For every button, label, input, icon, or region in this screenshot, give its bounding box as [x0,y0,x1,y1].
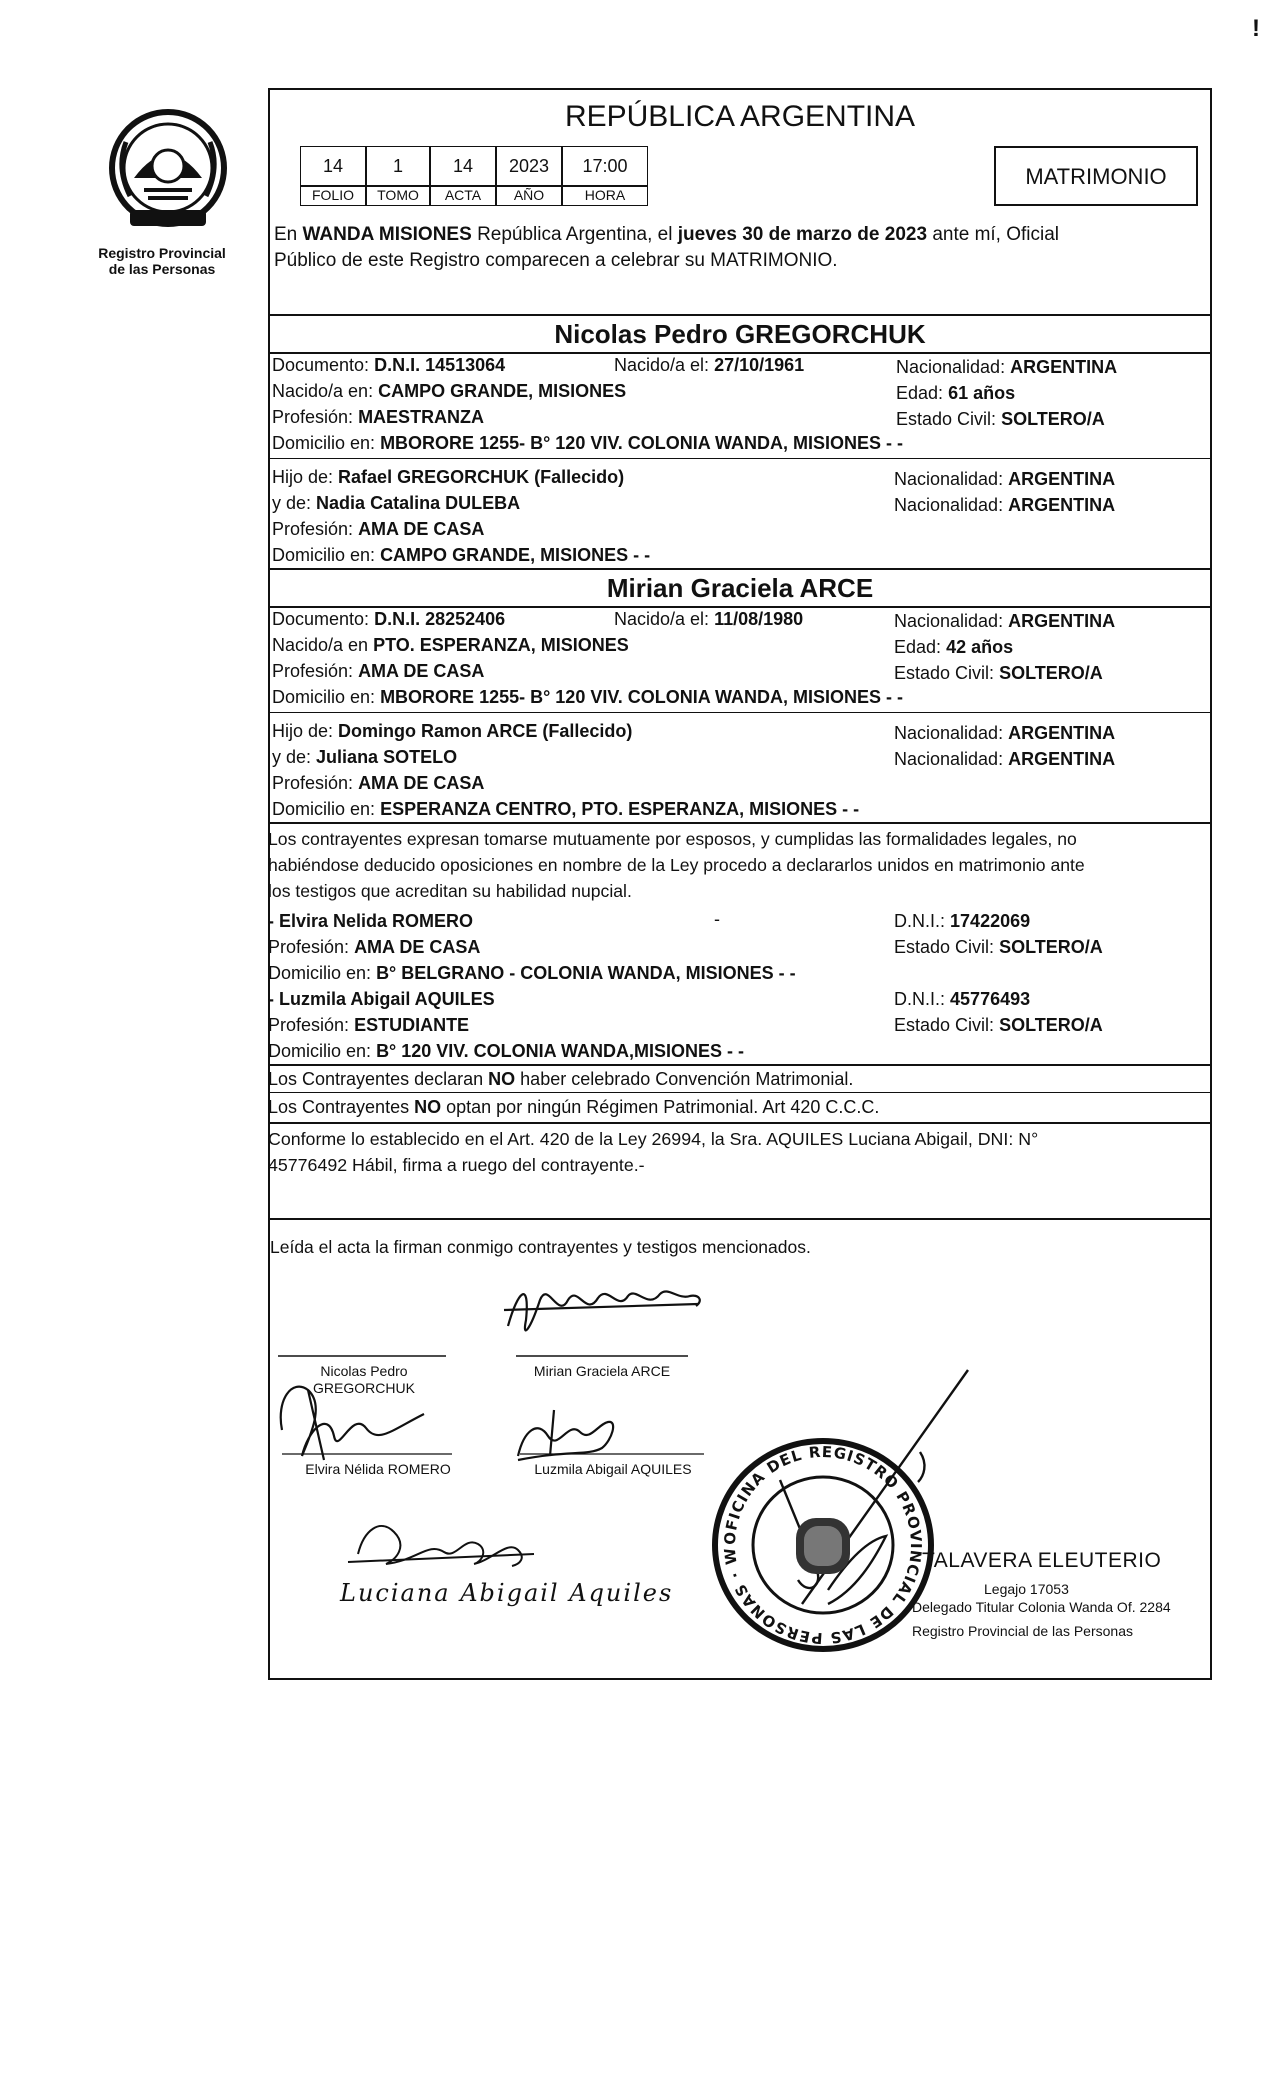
divider [268,712,1212,713]
witness1-dni [894,910,1030,932]
spouse1-civil [896,408,1105,430]
value: 42 años [946,637,1014,657]
spouse2-mother-nat [894,748,1115,770]
signature-mirian [504,1291,700,1330]
value: SOLTERO/A [999,1015,1103,1035]
label: Profesión: [272,661,354,681]
folio-label: FOLIO [300,186,366,206]
spouse1-age [896,382,1015,404]
label: Hijo de: [272,721,334,741]
convention-line1 [268,1068,853,1090]
value: MAESTRANZA [358,407,485,427]
divider [268,822,1212,824]
declaration-line1: Los contrayentes expresan tomarse mutuamente por esposos, y cumplidas las formalidades legales, no [268,829,1077,849]
value: ARGENTINA [1008,723,1116,743]
label: Nacionalidad: [894,749,1004,769]
spouse1-name: Nicolas Pedro GREGORCHUK [554,319,926,349]
spouse1-mother [272,492,520,514]
label: y de: [272,747,312,767]
sig3-label: Elvira Nélida ROMERO [305,1461,451,1477]
intro-text-c: ante mí, Oficial [932,224,1060,245]
divider [268,1218,1212,1220]
value: AMA DE CASA [354,937,481,957]
label: Nacido/a en: [272,381,374,401]
folio-value: 14 [300,146,366,186]
value: B° 120 VIV. COLONIA WANDA,MISIONES - - [376,1041,744,1061]
label: y de: [272,493,312,513]
label: Estado Civil: [896,409,997,429]
official-legajo: Legajo 17053 [984,1581,1069,1597]
label: Profesión: [272,773,354,793]
tomo-label: TOMO [366,186,430,206]
stamp-text: OFICINA DEL REGISTRO PROVINCIAL DE LAS PERSONAS · W [720,1442,926,1648]
value: Domingo Ramon ARCE (Fallecido) [338,721,633,741]
label: Estado Civil: [894,1015,995,1035]
act-type-box [994,146,1198,206]
declaration-line2: habiéndose deducido oposiciones en nombre de la Ley procedo a declararlos unidos en matrimonio ante [268,855,1085,875]
declaration-line3: los testigos que acreditan su habilidad nupcial. [268,881,632,901]
intro-text-a: En [274,224,298,245]
spouse2-dom [272,686,903,708]
intro-date: jueves 30 de marzo de 2023 [677,224,928,245]
act-type-label: MATRIMONIO [1025,164,1167,189]
witness2-dni [894,988,1030,1010]
emphasis: NO [488,1069,516,1089]
divider [268,568,1212,570]
label: Domicilio en: [268,1041,372,1061]
witness1-name: - Elvira Nelida ROMERO [268,911,474,931]
spouse2-born [614,608,803,630]
note-line2: 45776492 Hábil, firma a ruego del contrayente.- [268,1155,645,1175]
value: MBORORE 1255- B° 120 VIV. COLONIA WANDA, MISIONES - - [380,687,904,707]
label: Estado Civil: [894,663,995,683]
value: 11/08/1980 [714,609,804,629]
value: Rafael GREGORCHUK (Fallecido) [338,467,625,487]
spouse1-father-nat [894,468,1115,490]
spouse1-dom [272,432,903,454]
year-value: 2023 [496,146,562,186]
label: Domicilio en: [272,799,376,819]
value: Juliana SOTELO [316,747,458,767]
note-line1: Conforme lo establecido en el Art. 420 de la Ley 26994, la Sra. AQUILES Luciana Abigail, DNI: N° [268,1129,1039,1149]
spouse1-birthplace [272,380,626,402]
value: AMA DE CASA [358,773,485,793]
spouse1-born [614,354,804,376]
label: Nacionalidad: [894,469,1004,489]
label: Nacido/a el: [614,355,710,375]
spouse2-parent-prof [272,772,484,794]
label: Edad: [896,383,944,403]
spouse2-mother [272,746,457,768]
value: SOLTERO/A [1001,409,1105,429]
spouse1-nat [896,356,1117,378]
intro-place: WANDA MISIONES [302,224,472,245]
divider [268,458,1212,459]
label: Nacionalidad: [894,495,1004,515]
label: Documento: [272,355,370,375]
sig1-label-line2: GREGORCHUK [313,1380,415,1396]
label: Profesión: [272,407,354,427]
value: MBORORE 1255- B° 120 VIV. COLONIA WANDA, MISIONES - - [380,433,904,453]
divider [268,1064,1212,1066]
value: ESPERANZA CENTRO, PTO. ESPERANZA, MISIONES - - [380,799,860,819]
value: ESTUDIANTE [354,1015,470,1035]
label: Hijo de: [272,467,334,487]
provincial-seal-icon [104,102,232,252]
value: ARGENTINA [1010,357,1118,377]
value: AMA DE CASA [358,519,485,539]
value: ARGENTINA [1008,469,1116,489]
signature-luzmila [518,1410,613,1460]
witness2-dom [268,1040,744,1062]
sig4-label: Luzmila Abigail AQUILES [534,1461,692,1477]
label: Profesión: [268,937,350,957]
value: ARGENTINA [1008,495,1116,515]
divider [268,1092,1212,1093]
spouse1-mother-nat [894,494,1115,516]
spouse1-doc [272,354,505,376]
witness2-civil [894,1014,1103,1036]
tomo-value: 1 [366,146,430,186]
label: Domicilio en: [272,687,376,707]
spouse1-parent-dom [272,544,650,566]
witness1-dash: - [714,909,720,929]
spouse2-nat [894,610,1115,632]
spouse2-parent-dom [272,798,859,820]
label: D.N.I.: [894,911,946,931]
text: Los Contrayentes [268,1097,410,1117]
intro-line2: Público de este Registro comparecen a celebrar su MATRIMONIO. [274,250,838,271]
sig1-label-line1: Nicolas Pedro [320,1363,408,1379]
emphasis: NO [414,1097,442,1117]
official-role: Delegado Titular Colonia Wanda Of. 2284 [912,1599,1171,1615]
page-title: REPÚBLICA ARGENTINA [564,100,916,133]
text: Los Contrayentes declaran [268,1069,484,1089]
value: 17422069 [950,911,1031,931]
spouse2-father [272,720,632,742]
spouse1-parent-prof [272,518,484,540]
acta-value: 14 [430,146,496,186]
year-label: AÑO [496,186,562,206]
registry-name-line2: de las Personas [108,261,216,277]
spouse2-prof [272,660,484,682]
spouse1-father [272,466,624,488]
margin-mark: ! [1252,15,1260,42]
label: Profesión: [272,519,354,539]
registry-stamp-icon [708,1430,938,1660]
label: Nacido/a en [272,635,369,655]
spouse2-age [894,636,1013,658]
value: D.N.I. 14513064 [374,355,506,375]
label: Domicilio en: [272,545,376,565]
closing-text: Leída el acta la firman conmigo contrayentes y testigos mencionados. [270,1237,811,1257]
value: AMA DE CASA [358,661,485,681]
official-stamp [708,1430,938,1660]
value: ARGENTINA [1008,749,1116,769]
value: Nadia Catalina DULEBA [316,493,521,513]
registry-logo [104,102,232,252]
divider [268,1122,1212,1124]
value: D.N.I. 28252406 [374,609,506,629]
value: CAMPO GRANDE, MISIONES [378,381,627,401]
value: 61 años [948,383,1016,403]
sig2-label: Mirian Graciela ARCE [533,1363,671,1379]
label: Estado Civil: [894,937,995,957]
text: haber celebrado Convención Matrimonial. [520,1069,854,1089]
value: SOLTERO/A [999,937,1103,957]
label: Domicilio en: [268,963,372,983]
convention-line2 [268,1096,879,1118]
value: 45776493 [950,989,1031,1009]
value: CAMPO GRANDE, MISIONES - - [380,545,651,565]
value: SOLTERO/A [999,663,1103,683]
spouse2-father-nat [894,722,1115,744]
label: Nacido/a el: [614,609,710,629]
label: Documento: [272,609,370,629]
spouse2-civil [894,662,1103,684]
witness1-prof [268,936,480,958]
value: B° BELGRANO - COLONIA WANDA, MISIONES - - [376,963,796,983]
record-table [300,146,648,208]
intro-line1 [274,224,1059,246]
label: D.N.I.: [894,989,946,1009]
hour-label: HORA [562,186,648,206]
spouse2-doc [272,608,505,630]
spouse2-name: Mirian Graciela ARCE [606,573,874,603]
official-office: Registro Provincial de las Personas [912,1623,1133,1639]
label: Edad: [894,637,942,657]
official-name: TALAVERA ELEUTERIO [922,1549,1162,1572]
label: Nacionalidad: [896,357,1006,377]
witness2-name: - Luzmila Abigail AQUILES [268,989,495,1009]
witness2-prof [268,1014,469,1036]
witness1-civil [894,936,1103,958]
label: Domicilio en: [272,433,376,453]
value: ARGENTINA [1008,611,1116,631]
signature-ruego [348,1526,534,1566]
spouse1-prof [272,406,484,428]
acta-label: ACTA [430,186,496,206]
spouse2-birthplace [272,634,629,656]
value: 27/10/1961 [714,355,805,375]
text: optan por ningún Régimen Patrimonial. Art 420 C.C.C. [446,1097,880,1117]
registry-name-line1: Registro Provincial [98,245,226,261]
hour-value: 17:00 [562,146,648,186]
value: PTO. ESPERANZA, MISIONES [373,635,629,655]
witness1-dom [268,962,796,984]
label: Nacionalidad: [894,723,1004,743]
label: Nacionalidad: [894,611,1004,631]
label: Profesión: [268,1015,350,1035]
intro-text-b: República Argentina, el [477,224,673,245]
ruego-handwritten-name: Luciana Abigail Aquiles [340,1579,674,1607]
divider [268,314,1212,316]
